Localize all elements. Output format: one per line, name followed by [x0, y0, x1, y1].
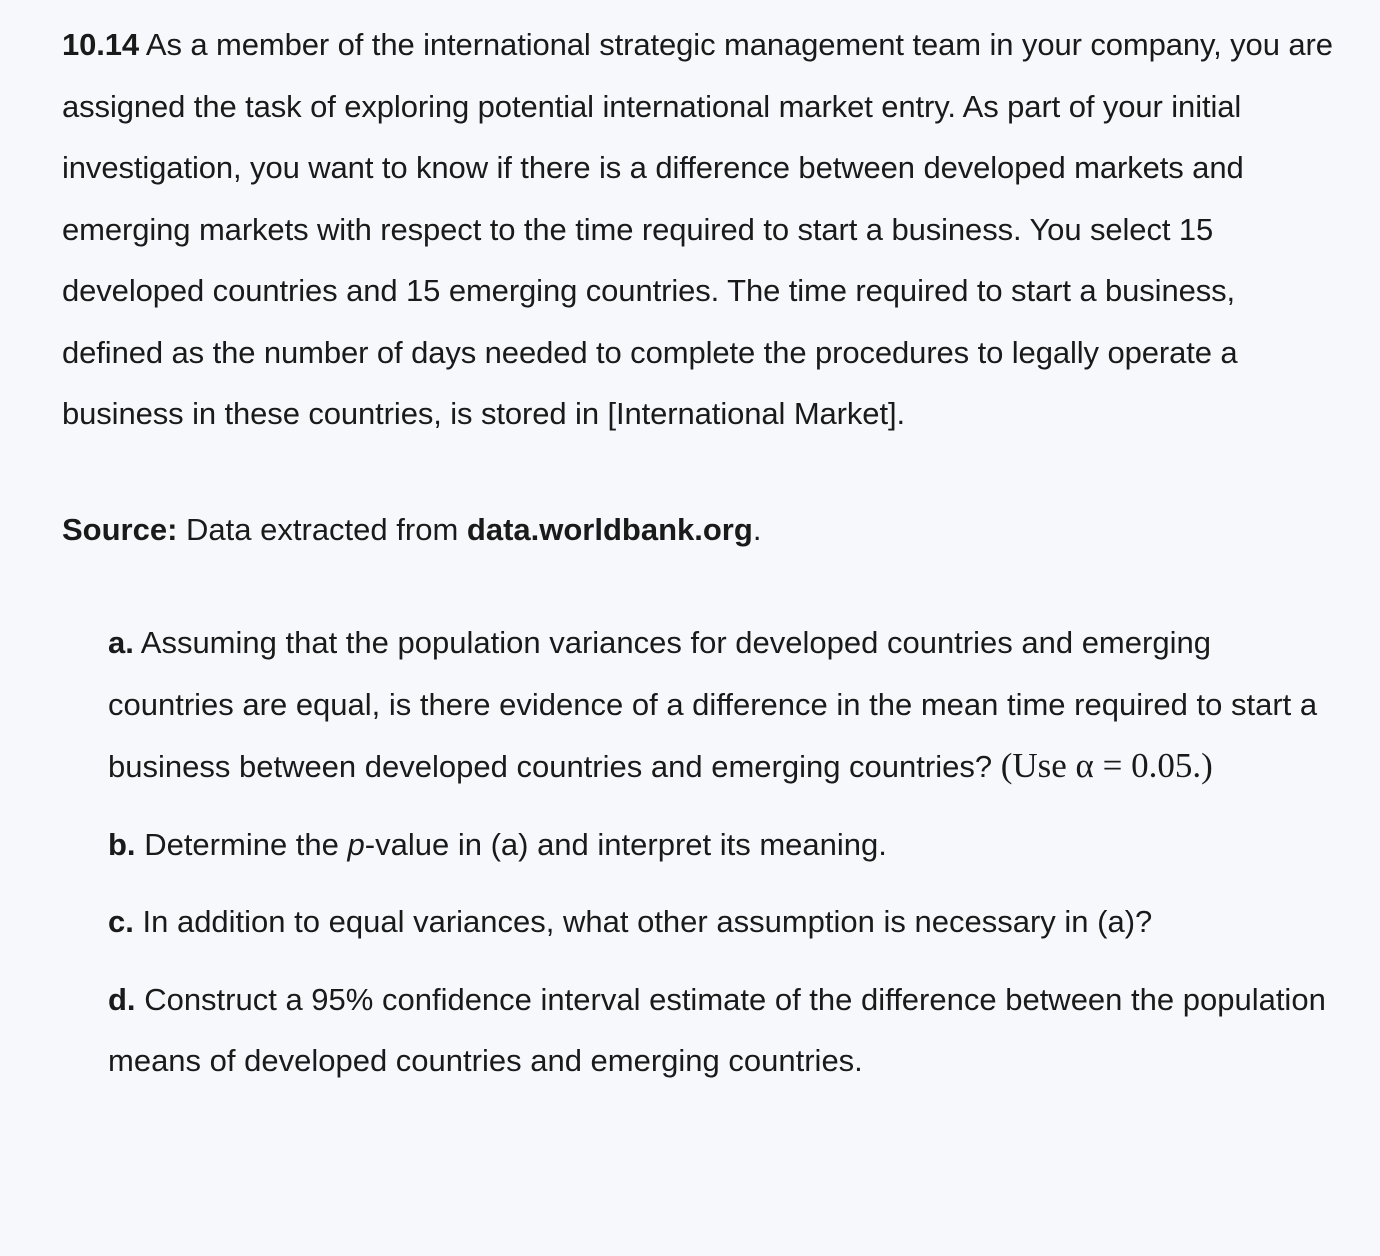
part-b-text-before: Determine the: [144, 826, 339, 862]
part-a-text: Assuming that the population variances for developed countries and emerging countries are equal, is there evidence of a difference in the mean time required to start a business between developed countries and emerging countries?: [108, 625, 1318, 784]
part-a-math: (Use α = 0.05.): [1000, 746, 1213, 785]
source-site: data.worldbank.org: [466, 511, 753, 547]
part-d: [108, 969, 1340, 1092]
question-parts: [62, 612, 1340, 1092]
part-a-label: a.: [108, 625, 134, 660]
part-a: [108, 612, 1340, 798]
part-c: [108, 891, 1340, 953]
problem-statement: [62, 14, 1340, 445]
source-line: [62, 499, 1340, 561]
part-d-label: d.: [108, 981, 136, 1017]
part-b-italic: p: [347, 826, 365, 862]
part-b-label: b.: [108, 826, 136, 862]
source-label: Source:: [62, 511, 178, 547]
source-text: Data extracted from: [186, 511, 459, 547]
part-c-text: In addition to equal variances, what other assumption is necessary in (a)?: [142, 904, 1153, 939]
problem-text: As a member of the international strategic management team in your company, you are assigned the task of exploring potential international market entry. As part of your initial investigation, you want to know if there is a difference between developed markets and emerging markets with respect to the time required to start a business. You select 15 developed countries and 15 emerging countries. The time required to start a business, defined as the number of days needed to complete the procedures to legally operate a business in these countries, is stored in [International Market].: [62, 27, 1333, 431]
problem-number: 10.14: [62, 27, 140, 62]
source-end: .: [752, 511, 762, 547]
part-c-label: c.: [108, 904, 134, 939]
part-d-text: Construct a 95% confidence interval estimate of the difference between the population means of developed countries and emerging countries.: [108, 981, 1326, 1078]
part-b-text-after: -value in (a) and interpret its meaning.: [364, 826, 887, 862]
part-b: [108, 814, 1340, 876]
